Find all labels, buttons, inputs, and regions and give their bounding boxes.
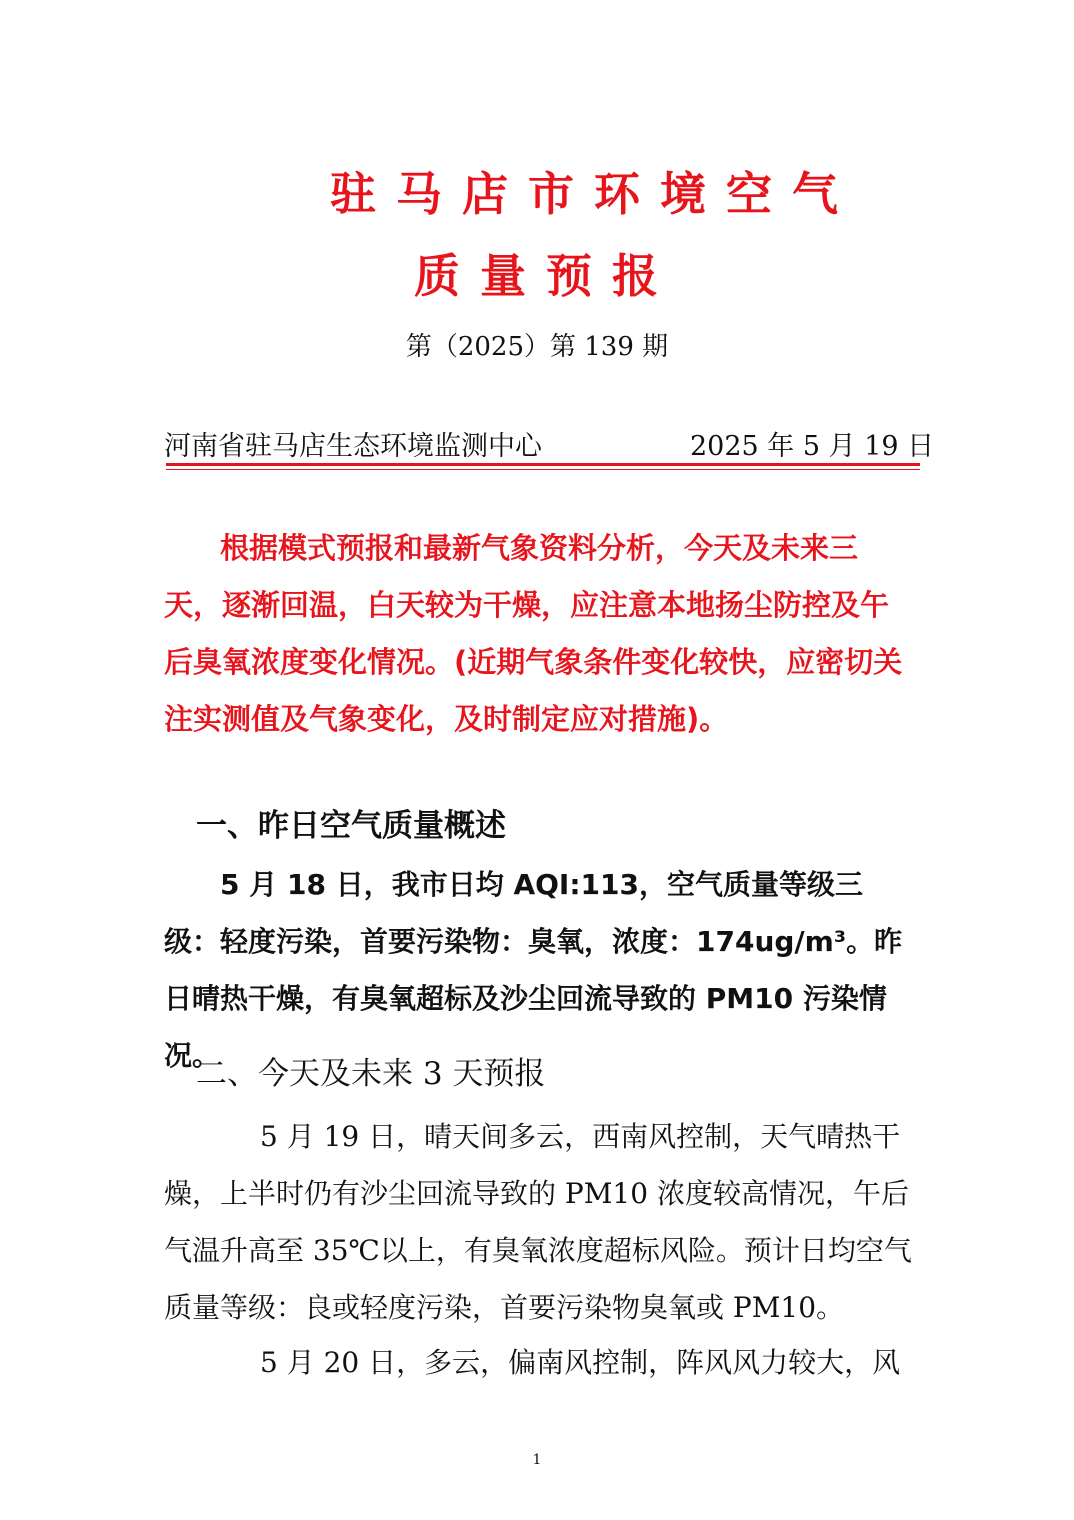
header-rule-thin [166, 469, 920, 470]
forecast-day1-paragraph [164, 1108, 914, 1336]
forecast-summary-text: 根据模式预报和最新气象资料分析，今天及未来三天，逐渐回温，白天较为干燥，应注意本地扬尘防控及午后臭氧浓度变化情况。(近期气象条件变化较快，应密切关注实测值及气象变化，及时制定应对措施)。 [164, 531, 903, 736]
forecast-day2-paragraph [164, 1334, 914, 1391]
issue-date: 2025 年 5 月 19 日 [690, 431, 935, 462]
forecast-day1-text: 5 月 19 日，晴天间多云，西南风控制，天气晴热干燥，上半时仍有沙尘回流导致的 PM10 浓度较高情况，午后气温升高至 35℃以上，有臭氧浓度超标风险。预计日均空气质量等级：良或轻度污染，首要污染物臭氧或 PM10。 [164, 1120, 912, 1324]
header-rule-thick [166, 463, 920, 466]
document-title-line2: 质量预报 [414, 249, 678, 303]
issue-number: 第（2025）第 139 期 [405, 332, 669, 362]
section-heading-yesterday: 一、昨日空气质量概述 [196, 808, 506, 844]
page-number: 1 [532, 1452, 542, 1468]
document-title-line1: 驻马店市环境空气 [330, 167, 858, 221]
issuing-organization: 河南省驻马店生态环境监测中心 [164, 431, 542, 462]
forecast-summary [164, 520, 914, 748]
section-heading-forecast: 二、今天及未来 3 天预报 [196, 1056, 546, 1092]
forecast-day2-text: 5 月 20 日，多云，偏南风控制，阵风风力较大，风 [260, 1346, 901, 1379]
section-body-yesterday-text: 5 月 18 日，我市日均 AQI:113，空气质量等级三级：轻度污染，首要污染物：臭氧，浓度：174ug/m³。昨日晴热干燥，有臭氧超标及沙尘回流导致的 PM10 污染情况。 [164, 868, 903, 1072]
